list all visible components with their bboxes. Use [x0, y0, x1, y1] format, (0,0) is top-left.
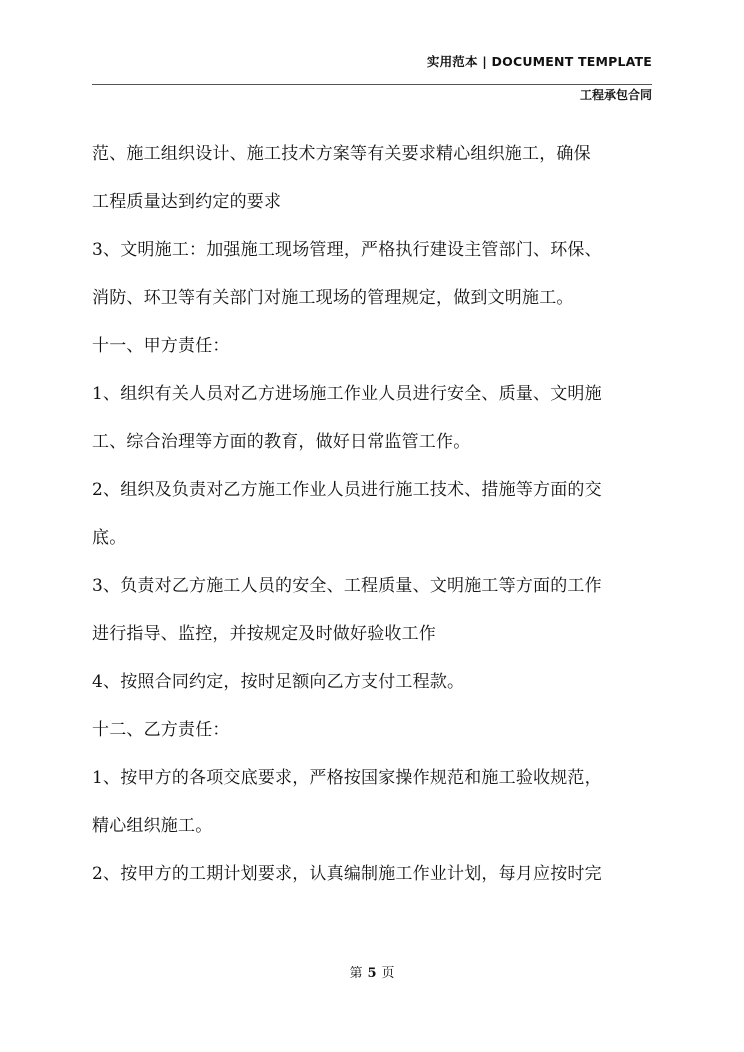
body-line: 2、按甲方的工期计划要求，认真编制施工作业计划，每月应按时完 [92, 864, 602, 884]
body-line: 2、组织及负责对乙方施工作业人员进行施工技术、措施等方面的交 [92, 480, 602, 500]
body-line: 3、负责对乙方施工人员的安全、工程质量、文明施工等方面的工作 [92, 576, 602, 596]
body-line: 进行指导、监控，并按规定及时做好验收工作 [92, 624, 436, 644]
body-line: 3、文明施工：加强施工现场管理，严格执行建设主管部门、环保、 [92, 240, 602, 260]
header-divider [92, 84, 652, 85]
body-line: 精心组织施工。 [92, 816, 213, 836]
body-line: 1、按甲方的各项交底要求，严格按国家操作规范和施工验收规范， [92, 768, 602, 788]
body-line: 消防、环卫等有关部门对施工现场的管理规定，做到文明施工。 [92, 288, 574, 308]
page-suffix: 页 [381, 966, 395, 981]
page-number: 5 [367, 966, 377, 981]
header-title: 实用范本 | DOCUMENT TEMPLATE [426, 54, 652, 69]
header-subtitle: 工程承包合同 [579, 88, 652, 102]
page-prefix: 第 [349, 966, 363, 981]
document-body [92, 136, 664, 904]
body-line: 1、组织有关人员对乙方进场施工作业人员进行安全、质量、文明施 [92, 384, 602, 404]
section-heading: 十二、乙方责任： [92, 720, 230, 740]
page-footer [0, 962, 744, 981]
body-line: 底。 [92, 528, 127, 548]
body-line: 4、按照合同约定，按时足额向乙方支付工程款。 [92, 672, 465, 692]
section-heading: 十一、甲方责任： [92, 336, 230, 356]
body-line: 工程质量达到约定的要求 [92, 192, 282, 212]
body-line: 范、施工组织设计、施工技术方案等有关要求精心组织施工，确保 [92, 144, 591, 164]
body-line: 工、综合治理等方面的教育，做好日常监管工作。 [92, 432, 471, 452]
